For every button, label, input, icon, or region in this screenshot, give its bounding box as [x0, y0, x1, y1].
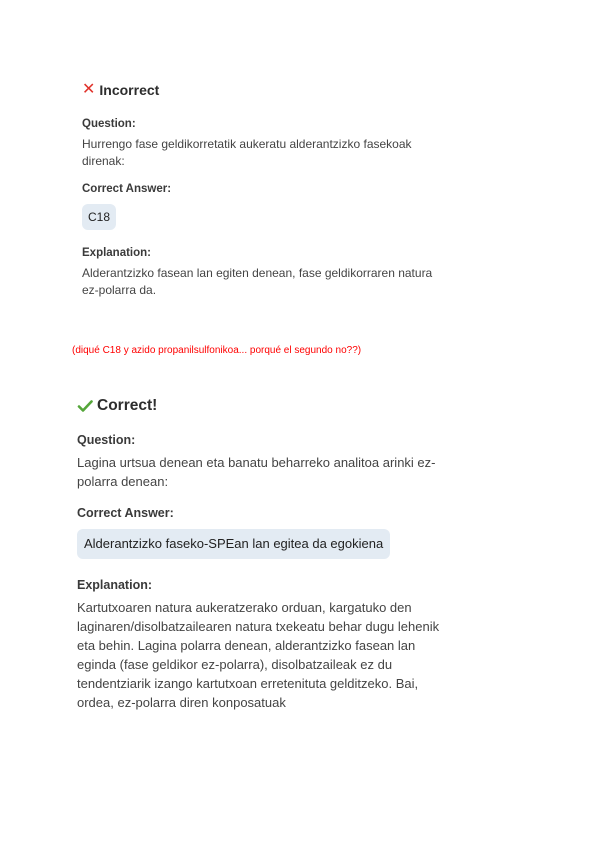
- explanation-label: Explanation:: [77, 578, 153, 592]
- handwritten-note: (diqué C18 y azido propanilsulfonikoa... porqué el segundo no??): [72, 345, 362, 356]
- correct-answer-label: Correct Answer:: [82, 183, 172, 195]
- status-header: [82, 80, 442, 100]
- status-header: [77, 395, 447, 417]
- checkmark-icon: [77, 398, 93, 414]
- correct-answer-pill: Alderantzizko faseko-SPEan lan egitea da egokiena: [77, 529, 390, 559]
- status-label: Incorrect: [99, 82, 160, 98]
- explanation-text: Alderantzizko fasean lan egiten denean, fase geldikorraren natura ez-polarra da.: [82, 266, 433, 297]
- question-label: Question:: [77, 433, 136, 447]
- question-text: Hurrengo fase geldikorretatik aukeratu alderantzizko fasekoak direnak:: [82, 137, 412, 168]
- explanation-label: Explanation:: [82, 247, 152, 259]
- status-label: Correct!: [97, 397, 158, 414]
- correct-answer-pill: C18: [82, 204, 116, 230]
- question-text: Lagina urtsua denean eta banatu beharreko analitoa arinki ez-polarra denean:: [77, 455, 436, 489]
- correct-answer-label: Correct Answer:: [77, 506, 174, 520]
- x-icon: ✕: [82, 81, 96, 98]
- result-incorrect: [82, 80, 442, 299]
- result-correct: [77, 395, 447, 712]
- question-label: Question:: [82, 118, 136, 130]
- explanation-text: Kartutxoaren natura aukeratzerako orduan, kargatuko den laginaren/disolbatzailearen natura txekeatu behar dugu lehenik eta behin. Lagina polarra denean, alderantzizko fasean lan eginda (fase geldikor ez-polarra), disolbatzaileak ez du tendentziarik izango kartutxoan erretenituta gelditzeko. Bai, ordea, ez-polarra diren konposatuak: [77, 600, 440, 710]
